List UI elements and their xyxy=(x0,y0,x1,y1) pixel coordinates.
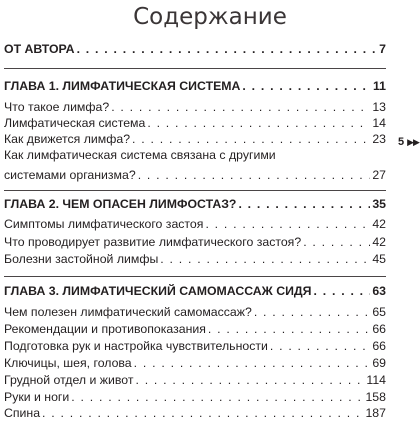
toc-entry-title-line2: системами организма? xyxy=(4,168,136,182)
dot-leader xyxy=(132,132,370,147)
toc-entry[interactable] xyxy=(4,100,386,115)
toc-entry-page: 66 xyxy=(372,322,386,336)
toc-entry-title: Рекомендации и противопоказания xyxy=(4,322,206,336)
toc-entry[interactable] xyxy=(4,305,386,320)
dot-leader xyxy=(208,322,370,337)
toc-entry-title: Руки и ноги xyxy=(4,390,70,404)
toc-entry-title: Лимфатическая система xyxy=(4,116,146,130)
dot-leader xyxy=(160,252,370,267)
toc-entry-title: Ключицы, шея, голова xyxy=(4,356,132,370)
dot-leader xyxy=(270,339,370,354)
dot-leader xyxy=(135,373,364,388)
dot-leader xyxy=(138,168,371,183)
dot-leader xyxy=(242,79,371,94)
toc-entry-title: Подготовка рук и настройка чувствительности xyxy=(4,339,268,353)
toc-entry-multiline[interactable] xyxy=(4,148,386,183)
page-number-marker xyxy=(398,136,419,148)
toc-entry-title: ОТ АВТОРА xyxy=(4,42,75,56)
toc-entry-title-line1: Как лимфатическая система связана с другими xyxy=(4,148,276,162)
chapter-page: 35 xyxy=(372,197,386,211)
dot-leader xyxy=(238,197,370,212)
toc-entry[interactable] xyxy=(4,132,386,147)
toc-entry[interactable] xyxy=(4,322,386,337)
toc-entry-page: 158 xyxy=(365,390,386,404)
page-title: Содержание xyxy=(133,4,287,30)
chapter-heading-1[interactable] xyxy=(4,79,386,94)
toc-entry-page: 45 xyxy=(372,252,386,266)
chapter-heading-3[interactable] xyxy=(4,284,386,299)
toc-entry-page: 42 xyxy=(372,235,386,249)
dot-leader xyxy=(303,235,370,250)
toc-entry-page: 23 xyxy=(372,132,386,146)
toc-entry-page: 27 xyxy=(372,168,386,182)
dot-leader xyxy=(111,100,370,115)
toc-entry[interactable] xyxy=(4,252,386,267)
toc-entry-title: Спина xyxy=(4,406,41,420)
toc-entry-page: 42 xyxy=(372,217,386,231)
toc-entry-title: Чем полезен лимфатический самомассаж? xyxy=(4,305,252,319)
section-divider xyxy=(4,276,386,277)
double-arrow-icon: ▶▶ xyxy=(407,136,419,147)
dot-leader xyxy=(147,116,370,131)
toc-entry-page: 114 xyxy=(366,373,386,387)
toc-entry-from-author[interactable] xyxy=(4,42,386,57)
dot-leader xyxy=(134,356,371,371)
chapter-title: ГЛАВА 1. ЛИМФАТИЧЕСКАЯ СИСТЕМА xyxy=(4,79,241,93)
chapter-title: ГЛАВА 2. ЧЕМ ОПАСЕН ЛИМФОСТАЗ? xyxy=(4,197,237,211)
toc-entry-title: Болезни застойной лимфы xyxy=(4,252,159,266)
toc-entry-page: 7 xyxy=(379,42,386,56)
toc-entry-page: 14 xyxy=(372,116,386,130)
toc-entry-page: 66 xyxy=(372,339,386,353)
toc-entry-title: Что проводирует развитие лимфатического застоя? xyxy=(4,235,302,249)
toc-entry-page: 187 xyxy=(365,406,386,420)
dot-leader xyxy=(254,305,371,320)
dot-leader xyxy=(205,217,370,232)
chapter-page: 11 xyxy=(373,79,386,93)
page-number: 5 xyxy=(398,136,405,148)
toc-entry[interactable] xyxy=(4,217,386,232)
toc-entry-title: Как движется лимфа? xyxy=(4,132,131,146)
dot-leader xyxy=(314,284,371,299)
dot-leader xyxy=(42,406,363,421)
toc-entry-title: Что такое лимфа? xyxy=(4,100,110,114)
toc-entry[interactable] xyxy=(4,406,386,421)
dot-leader xyxy=(77,42,378,57)
toc-entry[interactable] xyxy=(4,339,386,354)
toc-entry[interactable] xyxy=(4,235,386,250)
section-divider xyxy=(4,68,386,69)
toc-entry-page: 69 xyxy=(372,356,386,370)
chapter-title: ГЛАВА 3. ЛИМФАТИЧЕСКИЙ САМОМАССАЖ СИДЯ xyxy=(4,284,312,298)
toc-entry[interactable] xyxy=(4,356,386,371)
dot-leader xyxy=(71,390,363,405)
toc-entry[interactable] xyxy=(4,116,386,131)
chapter-heading-2[interactable] xyxy=(4,197,386,212)
toc-entry-page: 65 xyxy=(372,305,386,319)
chapter-page: 63 xyxy=(372,284,386,298)
toc-entry-page: 13 xyxy=(372,100,386,114)
toc-entry[interactable] xyxy=(4,390,386,405)
toc-entry-title: Симптомы лимфатического застоя xyxy=(4,217,204,231)
section-divider xyxy=(4,190,386,191)
toc-entry[interactable] xyxy=(4,373,386,388)
toc-entry-title: Грудной отдел и живот xyxy=(4,373,134,387)
